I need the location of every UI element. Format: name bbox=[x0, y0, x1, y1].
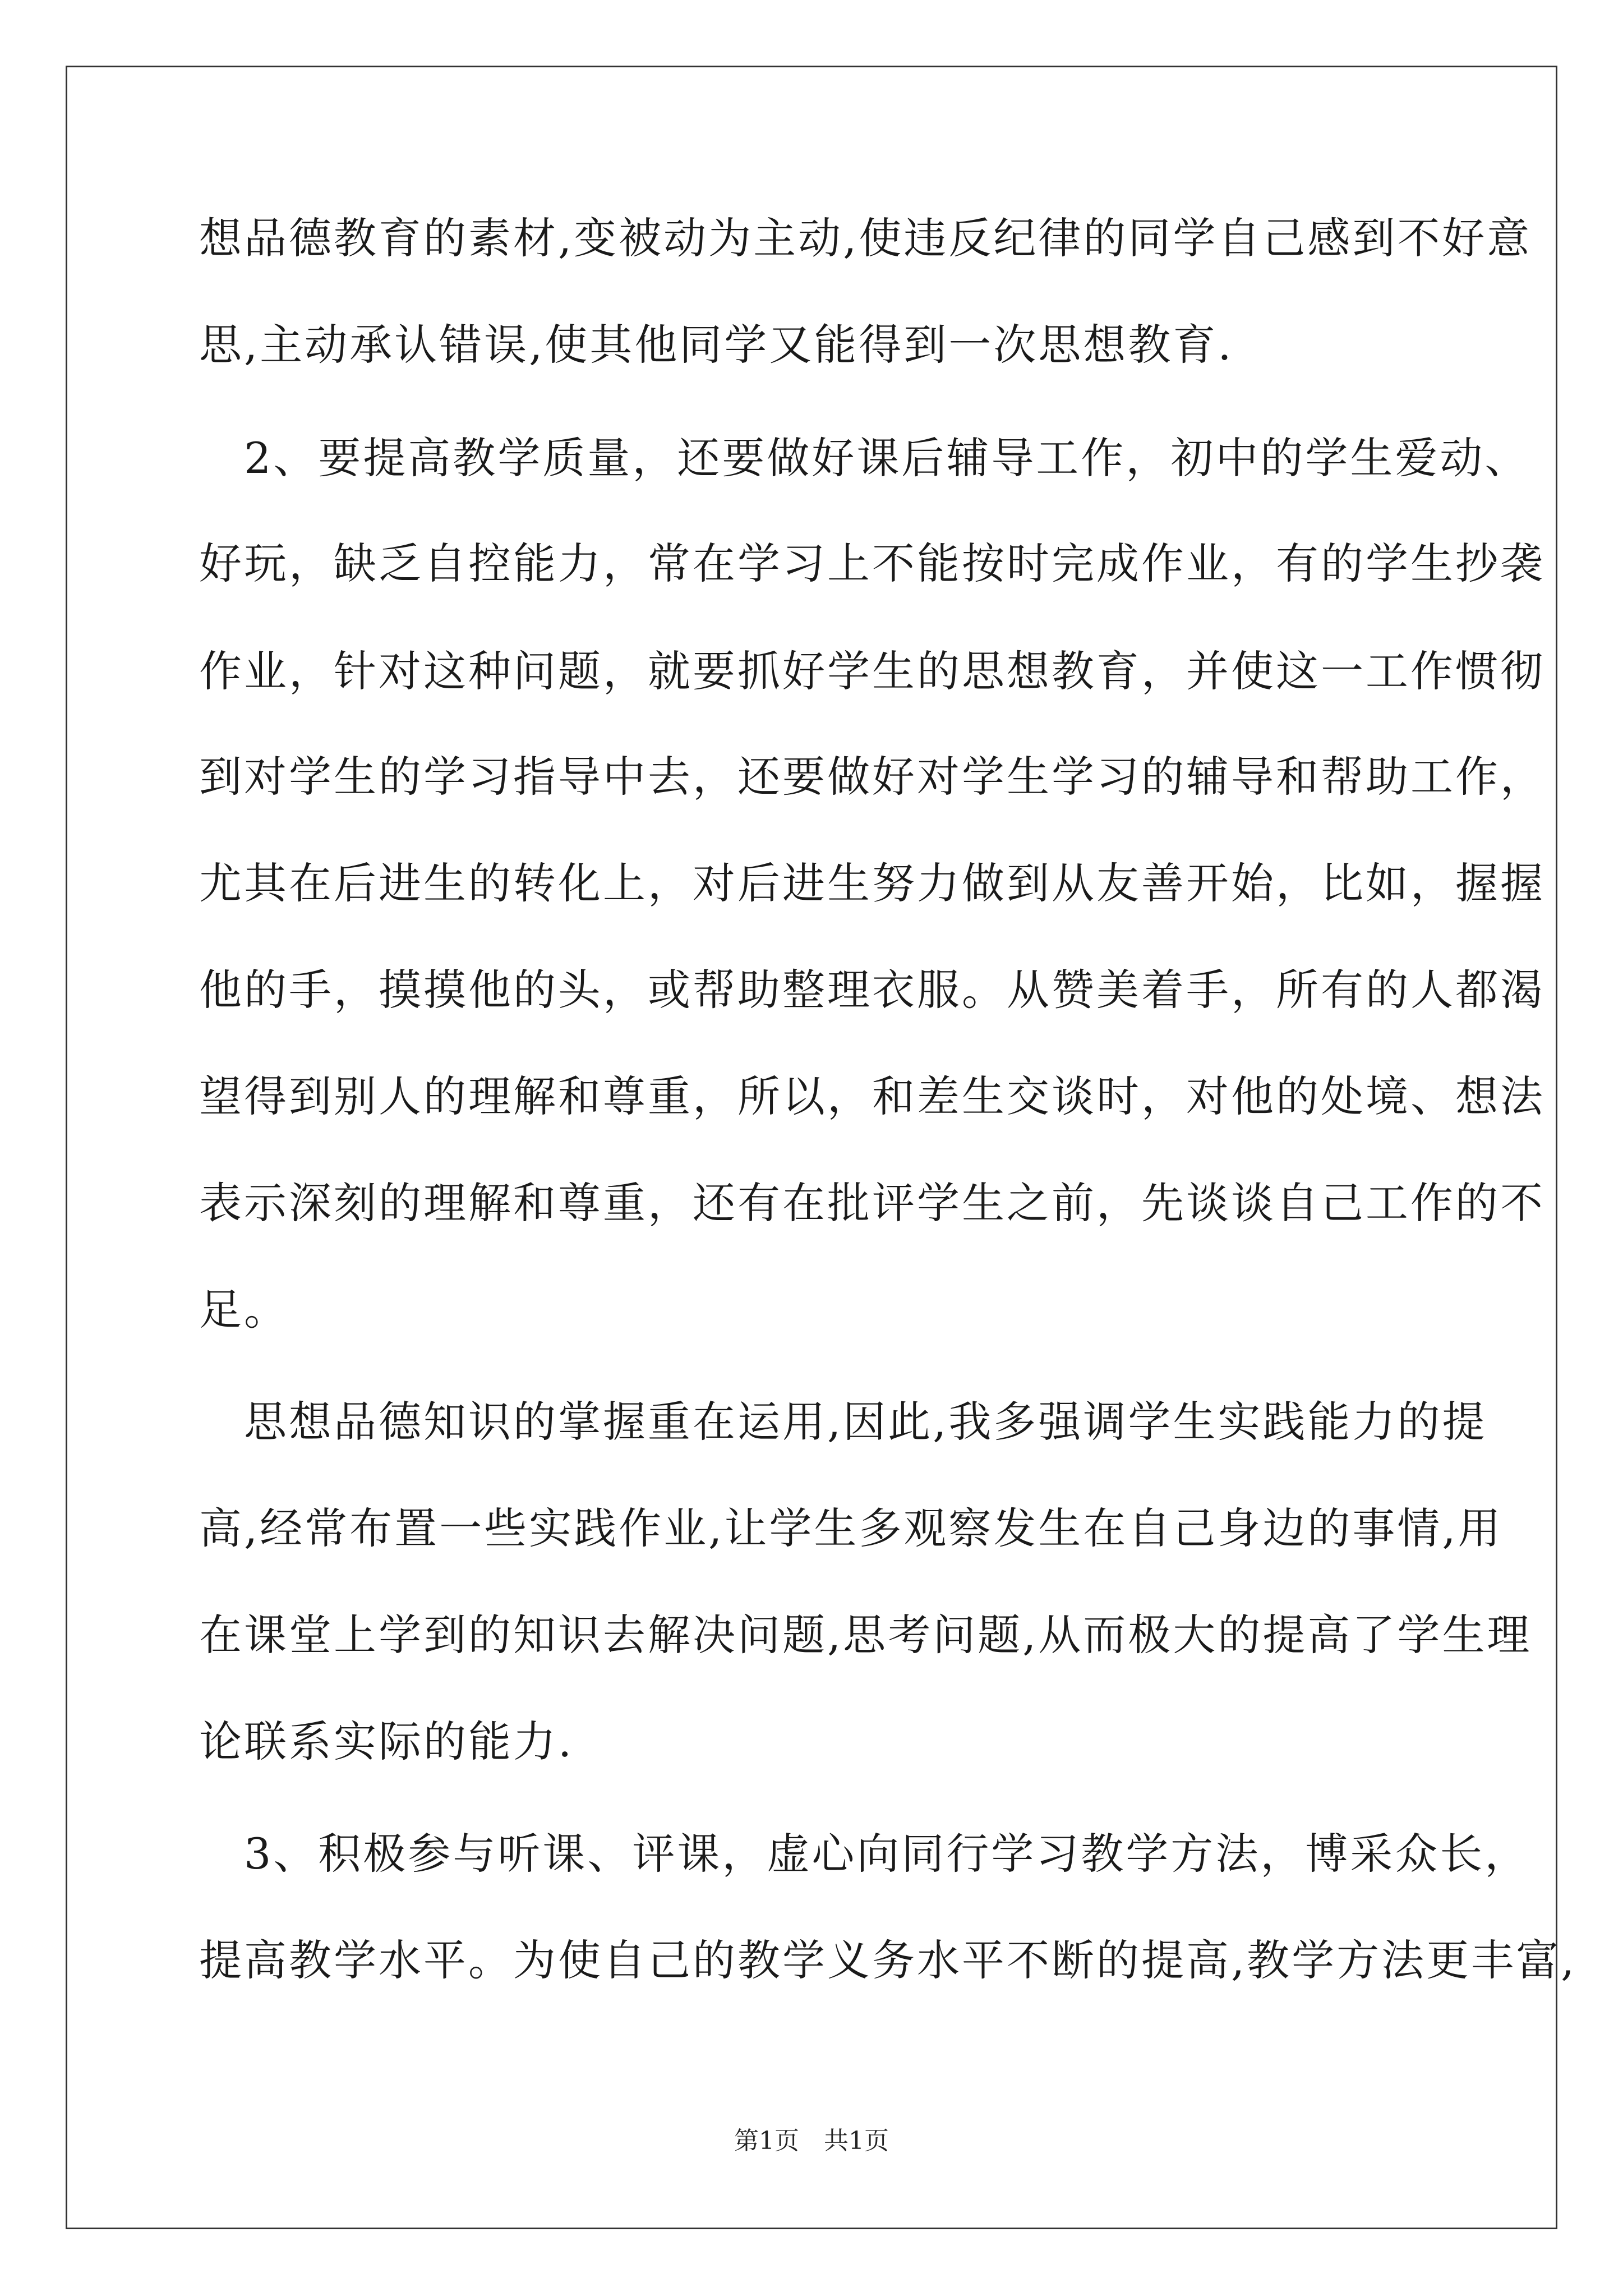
text-line-3: 2、要提高教学质量，还要做好课后辅导工作，初中的学生爱动、 bbox=[199, 433, 1530, 483]
text-line-10: 表示深刻的理解和尊重，还有在批评学生之前，先谈谈自己工作的不 bbox=[199, 1178, 1545, 1228]
text-line-6: 到对学生的学习指导中去，还要做好对学生学习的辅导和帮助工作， bbox=[199, 752, 1545, 802]
page-border bbox=[66, 66, 1557, 2229]
text-line-1: 想品德教育的素材,变被动为主动,使违反纪律的同学自己感到不好意 bbox=[199, 213, 1532, 263]
text-line-17: 提高教学水平。为使自己的教学义务水平不断的提高,教学方法更丰富, bbox=[199, 1935, 1577, 1985]
text-line-7: 尤其在后进生的转化上，对后进生努力做到从友善开始，比如，握握 bbox=[199, 858, 1545, 908]
text-line-8: 他的手，摸摸他的头，或帮助整理衣服。从赞美着手，所有的人都渴 bbox=[199, 965, 1545, 1015]
text-line-11: 足。 bbox=[199, 1285, 289, 1335]
text-line-13: 高,经常布置一些实践作业,让学生多观察发生在自己身边的事情,用 bbox=[199, 1503, 1503, 1553]
text-line-4: 好玩，缺乏自控能力，常在学习上不能按时完成作业，有的学生抄袭 bbox=[199, 539, 1545, 588]
text-line-15: 论联系实际的能力. bbox=[199, 1717, 574, 1766]
text-line-2: 思,主动承认错误,使其他同学又能得到一次思想教育. bbox=[199, 320, 1234, 370]
text-line-5: 作业，针对这种问题，就要抓好学生的思想教育，并使这一工作惯彻 bbox=[199, 646, 1545, 696]
page-footer: 第1页 共1页 bbox=[734, 2127, 889, 2155]
text-line-16: 3、积极参与听课、评课，虚心向同行学习教学方法，博采众长， bbox=[199, 1829, 1530, 1879]
text-line-9: 望得到别人的理解和尊重，所以，和差生交谈时，对他的处境、想法 bbox=[199, 1071, 1545, 1121]
text-line-12: 思想品德知识的掌握重在运用,因此,我多强调学生实践能力的提 bbox=[199, 1397, 1487, 1447]
text-line-14: 在课堂上学到的知识去解决问题,思考问题,从而极大的提高了学生理 bbox=[199, 1610, 1532, 1660]
